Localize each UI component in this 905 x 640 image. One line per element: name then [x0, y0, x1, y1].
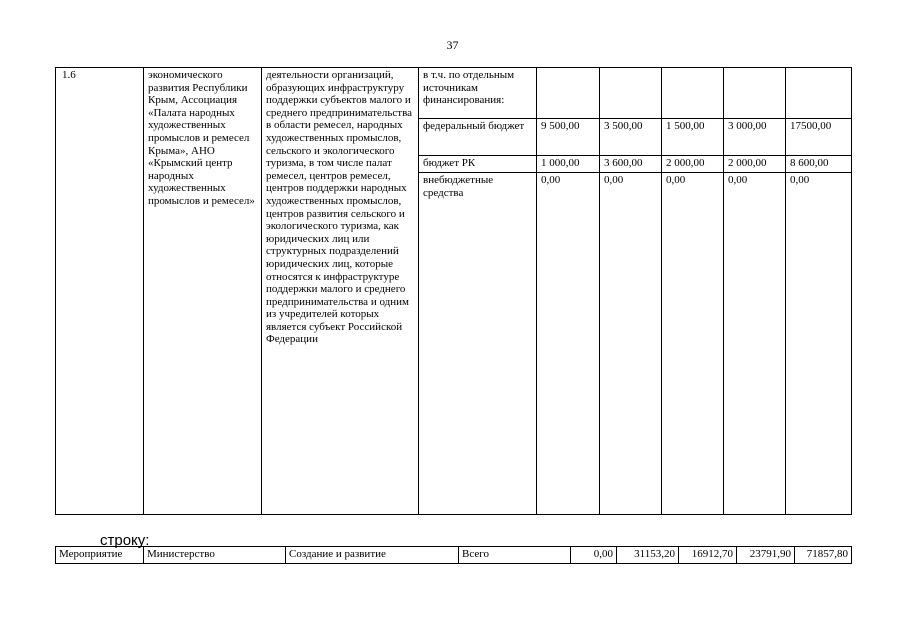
total-label-cell: Всего	[459, 547, 571, 564]
description-cell: Создание и развитие	[286, 547, 459, 564]
caption-text: строку:	[100, 532, 150, 549]
description-cell: деятельности организаций, образующих инфраструктуру поддержки субъектов малого и среднего предпринимательства в области ремесел, народных художественных промыслов, сельского и экологического туризма, в том числе палат ремесел, центров ремесел, центров поддержки народных художественных промыслов, центров развития сельского и экологического туризма, как юридических лиц или структурных подразделений юридических лиц, которые относятся к инфраструктуре поддержки малого и среднего предпринимательства и одним из учредителей которых является субъект Российской Федерации	[262, 68, 419, 515]
value-cell: 0,00	[537, 173, 600, 515]
source-label: федеральный бюджет	[419, 119, 537, 156]
source-label: внебюджетные средства	[419, 173, 537, 515]
value-cell: 1 000,00	[537, 156, 600, 173]
empty-cell	[724, 68, 786, 119]
value-cell: 0,00	[724, 173, 786, 515]
value-cell: 23791,90	[737, 547, 795, 564]
value-cell: 1 500,00	[662, 119, 724, 156]
value-cell: 8 600,00	[786, 156, 852, 173]
source-label: бюджет РК	[419, 156, 537, 173]
value-cell: 3 000,00	[724, 119, 786, 156]
executor-cell: экономического развития Республики Крым, Ассоциация «Палата народных художественных промыслов и ремесел Крыма», АНО «Крымский центр народных художественных промыслов и ремесел»	[144, 68, 262, 515]
value-cell: 16912,70	[679, 547, 737, 564]
empty-cell	[662, 68, 724, 119]
value-cell: 9 500,00	[537, 119, 600, 156]
value-cell: 0,00	[786, 173, 852, 515]
page-number: 37	[446, 38, 459, 52]
program-table	[55, 67, 852, 515]
event-type-cell: Мероприятие	[56, 547, 144, 564]
table-row	[56, 547, 852, 564]
row-number: 1.6	[56, 68, 144, 515]
new-row-table	[55, 546, 852, 564]
empty-cell	[786, 68, 852, 119]
sources-label: в т.ч. по отдельным источникам финансирования:	[419, 68, 537, 119]
value-cell: 2 000,00	[662, 156, 724, 173]
value-cell: 3 600,00	[600, 156, 662, 173]
empty-cell	[600, 68, 662, 119]
value-cell: 0,00	[571, 547, 617, 564]
value-cell: 2 000,00	[724, 156, 786, 173]
executor-cell: Министерство	[144, 547, 286, 564]
value-cell: 71857,80	[795, 547, 852, 564]
value-cell: 0,00	[600, 173, 662, 515]
table-row	[56, 68, 852, 119]
value-cell: 3 500,00	[600, 119, 662, 156]
value-cell: 31153,20	[617, 547, 679, 564]
value-cell: 0,00	[662, 173, 724, 515]
value-cell: 17500,00	[786, 119, 852, 156]
empty-cell	[537, 68, 600, 119]
